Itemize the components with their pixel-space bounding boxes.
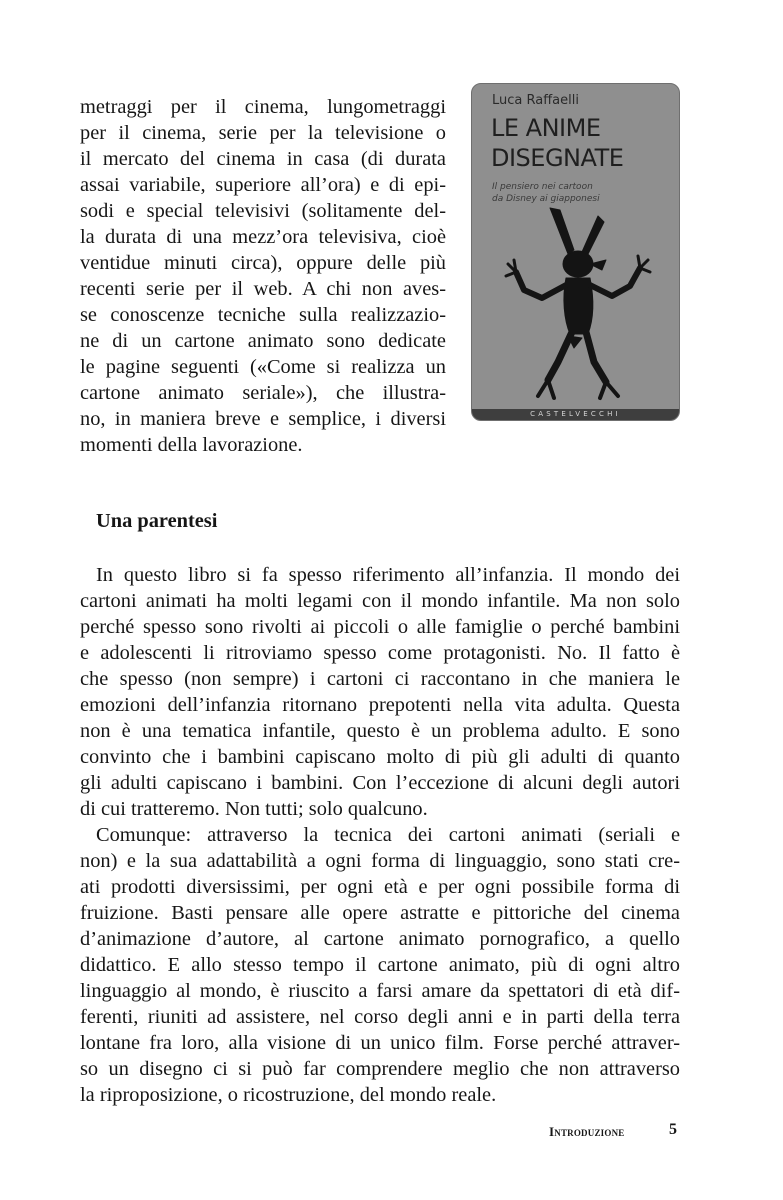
text-line: non) e la sua adattabilità a ogni forma di linguaggio, sono stati cre-	[80, 850, 680, 872]
text-line: convinto che i bambini capiscano molto di più gli adulti di quanto	[80, 746, 680, 768]
text-line: ferenti, riuniti ad assistere, nel corso degli anni e in parti della terra	[80, 1006, 680, 1028]
section-heading: Una parentesi	[96, 510, 218, 532]
text-line: la durata di una mezz’ora televisiva, cioè	[80, 226, 446, 248]
text-line: che spesso (non sempre) i cartoni ci raccontano in che maniera le	[80, 668, 680, 690]
text-line: cartoni animati ha molti legami con il mondo infantile. Ma non solo	[80, 590, 680, 612]
text-line: metraggi per il cinema, lungometraggi	[80, 96, 446, 118]
cover-subtitle-line-1: Il pensiero nei cartoon	[492, 182, 593, 192]
page-number: 5	[669, 1121, 677, 1138]
text-line: ne di un cartone animato sono dedicate	[80, 330, 446, 352]
text-line: Comunque: attraverso la tecnica dei cartoni animati (seriali e	[96, 824, 680, 846]
text-line: momenti della lavorazione.	[80, 434, 303, 456]
text-line: cartone animato seriale»), che illustra-	[80, 382, 446, 404]
cover-subtitle-line-2: da Disney ai giapponesi	[492, 194, 600, 204]
cover-title-line-1: LE ANIME	[491, 114, 601, 142]
cover-author: Luca Raffaelli	[492, 93, 579, 108]
text-line: per il cinema, serie per la televisione o	[80, 122, 446, 144]
text-line: la riproposizione, o ricostruzione, del mondo reale.	[80, 1084, 497, 1106]
text-line: no, in maniera breve e semplice, i diversi	[80, 408, 446, 430]
running-head: Introduzione	[549, 1124, 625, 1139]
text-line: d’animazione d’autore, al cartone animato pornografico, a quello	[80, 928, 680, 950]
text-line: non è una tematica infantile, questo è un problema adulto. E sono	[80, 720, 680, 742]
rabbit-figure-illustration	[502, 202, 652, 402]
text-line: perché spesso sono rivolti ai piccoli o alle famiglie o perché bambini	[80, 616, 680, 638]
text-line: il mercato del cinema in casa (di durata	[80, 148, 446, 170]
text-line: di cui tratteremo. Non tutti; solo qualcuno.	[80, 798, 428, 820]
text-line: fruizione. Basti pensare alle opere astratte e pittoriche del cinema	[80, 902, 680, 924]
text-line: sodi e special televisivi (solitamente del-	[80, 200, 446, 222]
text-line: so un disegno ci si può far comprendere meglio che non attraverso	[80, 1058, 680, 1080]
text-line: In questo libro si fa spesso riferimento all’infanzia. Il mondo dei	[96, 564, 680, 586]
text-line: se conoscenze tecniche sulla realizzazio-	[80, 304, 446, 326]
text-line: lontane fra loro, alla visione di un unico film. Forse perché attraver-	[80, 1032, 680, 1054]
text-line: le pagine seguenti («Come si realizza un	[80, 356, 446, 378]
book-cover-image	[471, 83, 680, 421]
text-line: e adolescenti li ritroviamo spesso come protagonisti. No. Il fatto è	[80, 642, 680, 664]
text-line: recenti serie per il web. A chi non aves-	[80, 278, 446, 300]
cover-publisher-band: CASTELVECCHI	[472, 409, 679, 420]
text-line: ventidue minuti circa), oppure delle più	[80, 252, 446, 274]
text-line: assai variabile, superiore all’ora) e di epi-	[80, 174, 446, 196]
text-line: ati prodotti diversissimi, per ogni età e per ogni possibile forma di	[80, 876, 680, 898]
text-line: emozioni dell’infanzia ritornano prepotenti nella vita adulta. Questa	[80, 694, 680, 716]
text-line: linguaggio al mondo, è riuscito a farsi amare da spettatori di età dif-	[80, 980, 680, 1002]
cover-title-line-2: DISEGNATE	[491, 144, 624, 172]
text-line: didattico. E allo stesso tempo il cartone animato, più di ogni altro	[80, 954, 680, 976]
text-line: gli adulti capiscano i bambini. Con l’eccezione di alcuni degli autori	[80, 772, 680, 794]
